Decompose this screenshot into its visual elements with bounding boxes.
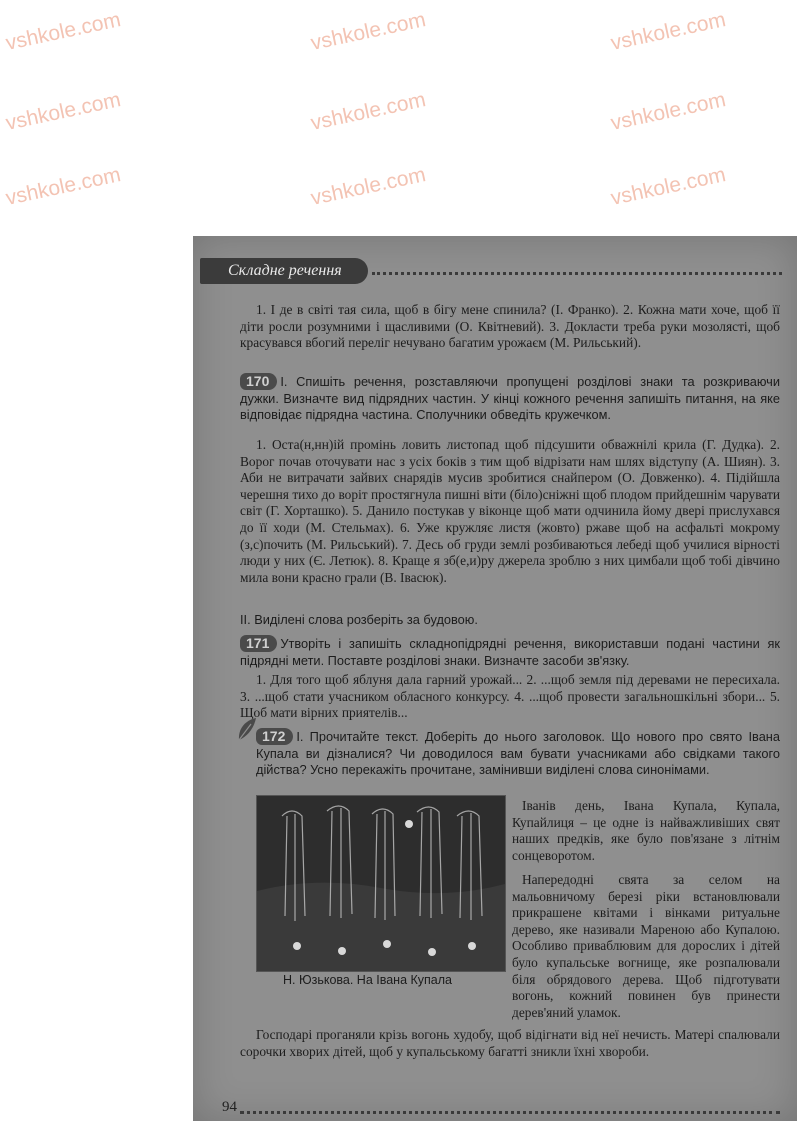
watermark: vshkole.com xyxy=(608,88,728,135)
exercise-number: 170 xyxy=(240,373,277,390)
task-text: І. Спишіть речення, розставляючи пропущені розділові знаки та розкриваючи дужки. Визначте вид підрядних частин. У кінці кожного речення запишіть питання, на яке відповідає підрядна частина. Сполучники обведіть кружечком. xyxy=(240,374,780,423)
kupala-paragraph-3: Господарі проганяли крізь вогонь худобу, щоб відігнати від неї нечисть. Матері спалювали сорочки хворих дітей, щоб у купальському багатті зникли їхні хвороби. xyxy=(240,1027,780,1059)
task-text: Утворіть і запишіть складнопідрядні речення, використавши подані частини як підрядні мети. Поставте розділові знаки. Визначте засоби зв'язку. xyxy=(240,636,780,668)
watermark: vshkole.com xyxy=(3,8,123,55)
watermark: vshkole.com xyxy=(308,8,428,55)
exercise-number: 172 xyxy=(256,728,293,745)
task-text: І. Прочитайте текст. Доберіть до нього заголовок. Що нового про свято Івана Купала ви дізналися? Чи доводилося вам бувати учасниками або свідками такого дійства? Усно перекажіть прочитане, замінивши виділені слова синонімами. xyxy=(256,729,780,778)
exercise-number: 171 xyxy=(240,635,277,652)
watermark: vshkole.com xyxy=(308,88,428,135)
watermark: vshkole.com xyxy=(3,88,123,135)
footer-divider xyxy=(240,1111,780,1114)
header-divider xyxy=(372,272,782,275)
painting-illustration xyxy=(257,796,505,971)
watermark: vshkole.com xyxy=(3,163,123,210)
exercise-171-task xyxy=(240,635,780,669)
exercise-172-task xyxy=(256,728,780,779)
painting-caption: Н. Юзькова. На Івана Купала xyxy=(283,973,453,987)
leaf-icon xyxy=(236,716,258,742)
exercise-170-task xyxy=(240,373,780,424)
kupala-paragraph-2: Напередодні свята за селом на мальовничому березі ріки встановлювали прикрашене квітами і вінками ритуальне дерево, яке називали Мареною або Купалою. Особливо приваблювим для дорослих і дітей було купальське вогнище, яке розпалювали біля обрядового дерева. Щоб підготувати вогонь, кожний повинен був принести дерев'яний уламок. xyxy=(512,872,780,1020)
watermark: vshkole.com xyxy=(608,163,728,210)
intro-sentences: 1. І де в світі тая сила, щоб в бігу мене спинила? (І. Франко). 2. Кожна мати хоче, щоб її діти росли розумними і щасливими (О. Квітневий). 3. Докласти треба руки мозолясті, щоб красувався вбогий переліг нечувано багатим урожаєм (М. Рильський). xyxy=(240,302,780,351)
section-header: Складне речення xyxy=(200,258,368,284)
exercise-170-task-2: II. Виділені слова розберіть за будовою. xyxy=(240,612,478,627)
kupala-painting xyxy=(256,795,506,972)
watermark: vshkole.com xyxy=(308,163,428,210)
watermark: vshkole.com xyxy=(608,8,728,55)
exercise-170-text: 1. Оста(н,нн)ій промінь ловить листопад щоб підсушити обважнілі крила (Г. Дудка). 2. Ворог почав оточувати нас з усіх боків з тим щоб відрізати нам шлях відступу (А. Шиян). 3. Аби не витрачати зайвих снарядів мусив зробитися снайпером (О. Довженко). 4. Підійшла черешня тихо до воріт простягнула пишні віти (біло)сніжні щоб плодом прийдешнім чарувати світ (Г. Хорташко). 5. Данило постукав у віконце щоб мати одчинила йому двері прислухався до її ходи (М. Стельмах). 6. Уже кружляє листя (жовто) ржаве щоб на асфальті мокрому (з,с)почить (М. Рильський). 7. Десь об груди землі розбиваються лебеді щоб училися вірності люди у них (Є. Летюк). 8. Краще я зб(е,и)ру джерела зроблю з них цимбали щоб тобі дівчино мила вони красно грали (В. Івасюк). xyxy=(240,437,780,585)
exercise-171-text: 1. Для того щоб яблуня дала гарний урожай... 2. ...щоб земля під деревами не пересихала. 3. ...щоб стати учасником обласного конкурсу. 4. ...щоб провести загальношкільні збори... 5. Щоб мати вірних приятелів... xyxy=(240,672,780,721)
page-number: 94 xyxy=(222,1099,237,1115)
kupala-paragraph-1: Іванів день, Івана Купала, Купала, Купайлиця – це одне із найважливіших свят наших предків, яке було пов'язане з літнім сонцеворотом. xyxy=(512,798,780,863)
